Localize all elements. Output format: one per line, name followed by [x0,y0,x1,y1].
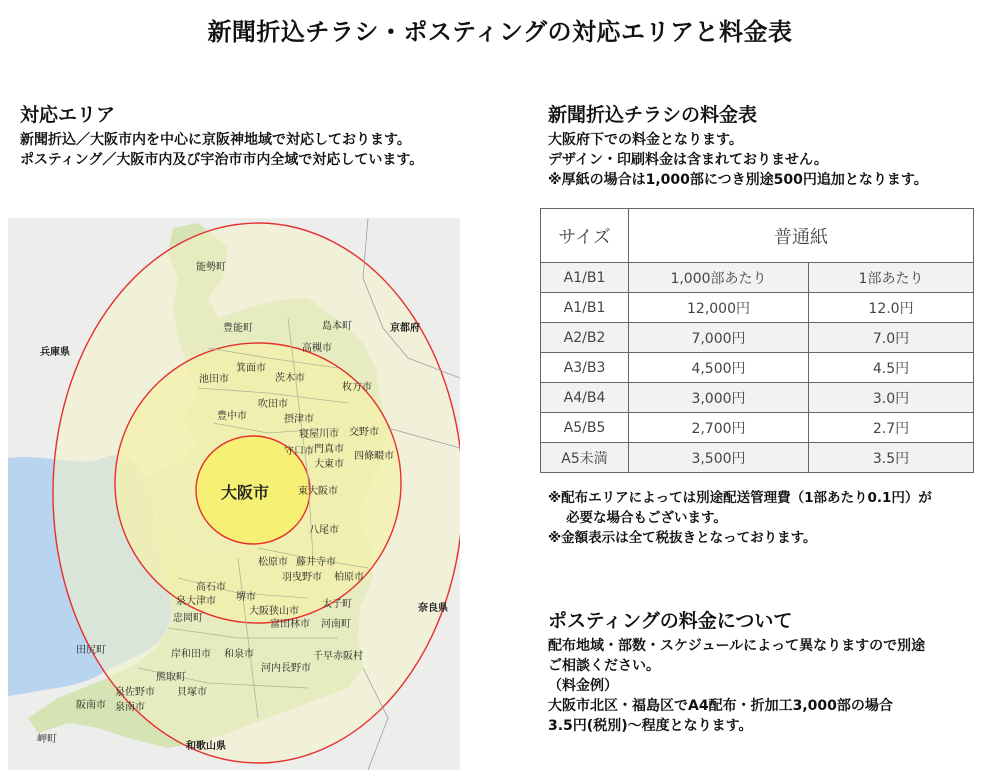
area-heading: 対応エリア [20,104,116,126]
area-line-1: 新聞折込／大阪市内を中心に京阪神地域で対応しております。 [20,132,411,148]
row-price-1000: 7,000円 [629,323,809,353]
row-price-1: 3.0円 [809,383,974,413]
map-label-kawachinagano: 河内長野市 [261,663,311,674]
map-label-moriguchi: 守口市 [284,446,314,457]
table-row [541,413,974,443]
table-row [541,323,974,353]
map-label-osakasayama: 大阪狭山市 [249,606,299,617]
price-line-3: ※厚紙の場合は1,000部につき別途500円追加となります。 [548,172,928,188]
area-section [20,100,510,170]
sub-per-1000: 1,000部あたり [629,263,809,293]
price-line-1: 大阪府下での料金となります。 [548,132,743,148]
map-label-wakayama: 和歌山県 [186,741,226,752]
map-label-sakai: 堺市 [236,592,256,603]
posting-heading: ポスティングの料金について [548,610,793,632]
map-label-fujiidera: 藤井寺市 [296,557,336,568]
row-price-1: 2.7円 [809,413,974,443]
row-price-1000: 12,000円 [629,293,809,323]
map-label-ibaraki: 茨木市 [275,373,305,384]
row-price-1000: 4,500円 [629,353,809,383]
map-label-kishiwada: 岸和田市 [171,649,211,660]
notes [548,488,993,548]
map-label-nara: 奈良県 [418,603,448,614]
map-label-otsu: 泉大津市 [176,596,216,607]
note-line-2: 必要な場合もございます。 [566,510,727,526]
row-size: A3/B3 [541,353,629,383]
map-label-takaishi: 高石市 [196,582,226,593]
map-label-tadaoka: 忠岡町 [173,613,203,624]
map-label-izumi: 和泉市 [224,649,254,660]
posting-line-2: ご相談ください。 [548,658,660,674]
posting-section [548,606,993,736]
row-price-1: 4.5円 [809,353,974,383]
row-price-1: 3.5円 [809,443,974,473]
map-label-daito: 大東市 [314,459,344,470]
map-label-taishi: 太子町 [322,599,352,610]
posting-line-3: （料金例） [548,678,618,694]
map-label-katano: 交野市 [349,427,379,438]
table-row [541,383,974,413]
map-label-kadoma: 門真市 [314,444,344,455]
row-size: A5未満 [541,443,629,473]
map-label-yao: 八尾市 [309,525,339,536]
price-section [548,100,988,190]
map-label-misaki: 岬町 [37,734,57,745]
map-label-shimamoto: 島本町 [322,321,352,332]
note-line-1: ※配布エリアによっては別途配送管理費（1部あたり0.1円）が [548,490,932,506]
map-label-hirakata: 枚方市 [342,382,372,393]
row-size: A1/B1 [541,293,629,323]
area-line-2: ポスティング／大阪市内及び宇治市市内全域で対応しています。 [20,152,424,168]
table-row [541,293,974,323]
table-header-row [541,209,974,263]
map-label-tajiri: 田尻町 [76,645,106,656]
map-label-higashiosaka: 東大阪市 [298,486,338,497]
sub-size: A1/B1 [541,263,629,293]
price-line-2: デザイン・印刷料金は含まれておりません。 [548,152,828,168]
header-size: サイズ [541,209,629,263]
map-label-sennan: 泉南市 [115,702,145,713]
map-label-neyagawa: 寝屋川市 [299,429,339,440]
map-label-minoh: 箕面市 [236,363,266,374]
posting-line-4: 大阪市北区・福島区でA4配布・折加工3,000部の場合 [548,698,893,714]
posting-line-5: 3.5円(税別)～程度となります。 [548,718,753,734]
header-paper: 普通紙 [629,209,974,263]
map-label-shijonawate: 四條畷市 [354,451,394,462]
map-label-hannan: 阪南市 [76,700,106,711]
sub-per-1: 1部あたり [809,263,974,293]
row-price-1000: 3,000円 [629,383,809,413]
table-row [541,443,974,473]
row-price-1000: 2,700円 [629,413,809,443]
map-label-kaizuka: 貝塚市 [177,687,207,698]
map-label-kashiwara: 柏原市 [334,572,364,583]
row-size: A2/B2 [541,323,629,353]
map-label-kanan: 河南町 [321,619,351,630]
posting-line-1: 配布地域・部数・スケジュールによって異なりますので別途 [548,638,926,654]
map-label-ikeda: 池田市 [199,374,229,385]
price-table [540,208,974,473]
map-label-tondabayashi: 富田林市 [270,619,310,630]
map-label-takatsuki: 高槻市 [302,343,332,354]
map-label-matsubara: 松原市 [258,557,288,568]
row-size: A4/B4 [541,383,629,413]
row-price-1000: 3,500円 [629,443,809,473]
map-label-hyogo: 兵庫県 [40,347,70,358]
row-price-1: 12.0円 [809,293,974,323]
map-label-chihaya: 千早赤阪村 [313,651,363,662]
map-label-izumisano: 泉佐野市 [115,687,155,698]
map-label-toyono: 豊能町 [223,323,253,334]
table-subheader-row [541,263,974,293]
map-label-suita: 吹田市 [258,399,288,410]
area-map [8,218,460,770]
map-label-toyonaka: 豊中市 [217,411,247,422]
map-label-kyoto: 京都府 [390,323,420,334]
map-label-settsu: 摂津市 [284,414,314,425]
map-label-habikino: 羽曳野市 [282,572,322,583]
page-title: 新聞折込チラシ・ポスティングの対応エリアと料金表 [207,18,793,46]
row-size: A5/B5 [541,413,629,443]
map-label-nose: 能勢町 [196,262,226,273]
map-label-kumatori: 熊取町 [156,672,186,683]
row-price-1: 7.0円 [809,323,974,353]
osaka-city-label: 大阪市 [221,483,270,502]
price-heading: 新聞折込チラシの料金表 [548,104,758,126]
note-line-3: ※金額表示は全て税抜きとなっております。 [548,530,817,546]
table-row [541,353,974,383]
